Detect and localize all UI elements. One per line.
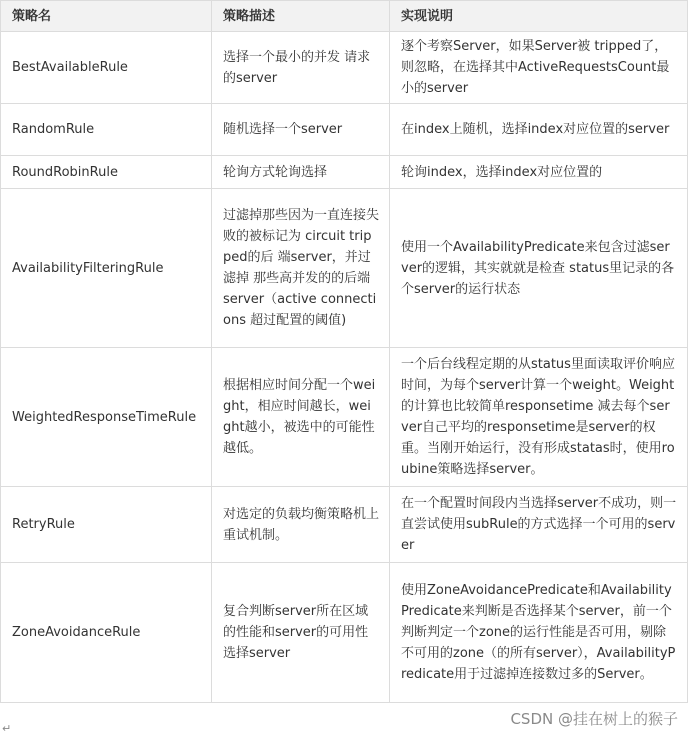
- rule-impl: 在index上随机，选择index对应位置的server: [390, 104, 688, 156]
- table-row: [1, 32, 688, 104]
- header-implementation: 实现说明: [390, 1, 688, 32]
- table-row: [1, 189, 688, 348]
- rule-name: AvailabilityFilteringRule: [1, 189, 212, 348]
- rule-desc: 根据相应时间分配一个weight，相应时间越长，weight越小，被选中的可能性越低。: [212, 348, 390, 487]
- rule-desc: 对选定的负载均衡策略机上重试机制。: [212, 487, 390, 563]
- rule-impl: 轮询index，选择index对应位置的: [390, 156, 688, 189]
- header-strategy-desc: 策略描述: [212, 1, 390, 32]
- table-row: [1, 563, 688, 703]
- rule-desc: 复合判断server所在区域的性能和server的可用性选择server: [212, 563, 390, 703]
- header-strategy-name: 策略名: [1, 1, 212, 32]
- rule-name: RoundRobinRule: [1, 156, 212, 189]
- rule-desc: 过滤掉那些因为一直连接失败的被标记为 circuit tripped的后 端server，并过滤掉 那些高并发的的后端 server（active connections 超过配置的阈值): [212, 189, 390, 348]
- table-row: [1, 348, 688, 487]
- rule-impl: 在一个配置时间段内当选择server不成功，则一直尝试使用subRule的方式选择一个可用的server: [390, 487, 688, 563]
- rule-name: BestAvailableRule: [1, 32, 212, 104]
- table-row: [1, 104, 688, 156]
- header-row: [1, 1, 688, 32]
- paragraph-return-icon: ↵: [2, 722, 12, 735]
- rule-impl: 使用ZoneAvoidancePredicate和AvailabilityPredicate来判断是否选择某个server，前一个判断判定一个zone的运行性能是否可用，剔除不可用的zone（的所有server），AvailabilityPredicate用于过滤掉连接数过多的Server。: [390, 563, 688, 703]
- rule-desc: 选择一个最小的并发 请求的server: [212, 32, 390, 104]
- rule-name: RandomRule: [1, 104, 212, 156]
- rule-impl: 一个后台线程定期的从status里面读取评价响应时间，为每个server计算一个weight。Weight的计算也比较简单responsetime 减去每个server自己平均的responsetime是server的权重。当刚开始运行，没有形成statas时，使用roubine策略选择server。: [390, 348, 688, 487]
- rule-name: WeightedResponseTimeRule: [1, 348, 212, 487]
- rule-desc: 轮询方式轮询选择: [212, 156, 390, 189]
- rule-name: ZoneAvoidanceRule: [1, 563, 212, 703]
- table-row: [1, 156, 688, 189]
- rule-impl: 逐个考察Server，如果Server被 tripped了，则忽略，在选择其中ActiveRequestsCount最小的server: [390, 32, 688, 104]
- rule-name: RetryRule: [1, 487, 212, 563]
- csdn-watermark: CSDN @挂在树上的猴子: [510, 710, 678, 728]
- rule-desc: 随机选择一个server: [212, 104, 390, 156]
- table-row: [1, 487, 688, 563]
- rule-impl: 使用一个AvailabilityPredicate来包含过滤server的逻辑，其实就就是检查 status里记录的各个server的运行状态: [390, 189, 688, 348]
